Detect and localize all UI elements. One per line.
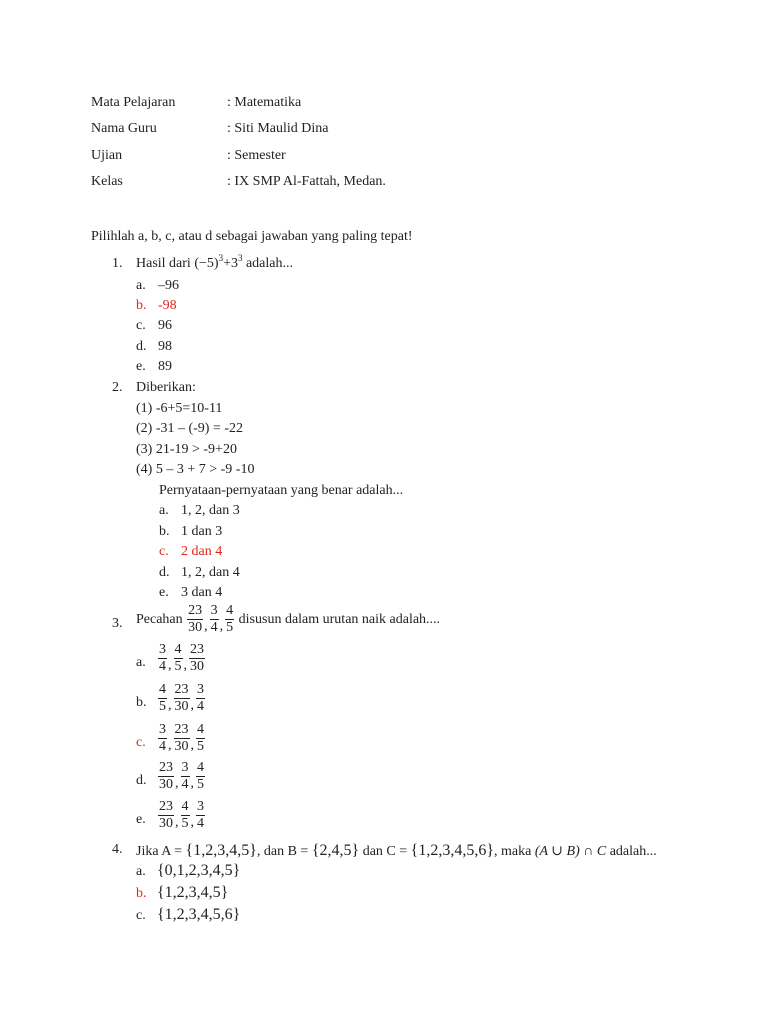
option-text: 98	[158, 339, 172, 354]
statement: (1) -6+5=10-11	[136, 401, 223, 416]
denominator: 30	[174, 699, 189, 715]
denominator: 5	[159, 699, 166, 715]
header-value-class: : IX SMP Al-Fattah, Medan.	[227, 174, 386, 189]
option-text-answer: -98	[158, 298, 177, 313]
header-value-subject: : Matematika	[227, 95, 302, 110]
option-letter: d.	[136, 773, 147, 788]
instruction-text: Pilihlah a, b, c, atau d sebagai jawaban yang paling tepat!	[91, 229, 413, 244]
q1-base: (−5)	[194, 256, 219, 271]
denominator: 5	[197, 777, 204, 793]
option-text: 96	[158, 318, 172, 333]
denominator: 30	[174, 739, 189, 755]
denominator: 4	[197, 699, 204, 715]
denominator: 30	[190, 659, 204, 675]
q1-plus: +3	[223, 256, 238, 271]
denominator: 4	[159, 659, 166, 675]
option-text: {0,1,2,3,4,5}	[157, 862, 241, 879]
option-letter: e.	[136, 812, 146, 827]
set-a: {1,2,3,4,5}	[185, 842, 257, 859]
option-fractions: $\frac{3}{4}$ , $\frac{4}{5}$ , $\frac{23}{30}$	[159, 642, 204, 675]
question-text	[136, 843, 657, 859]
numerator: 23	[174, 682, 189, 697]
question-number: 3.	[112, 616, 123, 631]
fraction	[187, 603, 203, 636]
numerator: 23	[188, 603, 203, 618]
option-letter: d.	[136, 339, 147, 354]
option-text-answer: 2 dan 4	[181, 544, 223, 559]
statement: (2) -31 – (-9) = -22	[136, 421, 244, 436]
numerator: 4	[226, 603, 234, 618]
question-text: Diberikan:	[136, 380, 196, 395]
header-value-exam: : Semester	[227, 148, 286, 163]
denominator: 30	[159, 816, 173, 832]
option-letter-answer: c.	[136, 735, 146, 750]
numerator: 23	[159, 760, 173, 775]
question-prompt: Pernyataan-pernyataan yang benar adalah...	[159, 483, 404, 498]
denominator: 5	[197, 739, 204, 755]
denominator: 5	[181, 816, 189, 832]
q4-part: Jika A =	[136, 844, 183, 859]
header-label-exam: Ujian	[91, 148, 123, 163]
numerator: 3	[210, 603, 218, 618]
header-label-subject: Mata Pelajaran	[91, 95, 176, 110]
option-letter-answer: b.	[136, 886, 147, 901]
denominator: 30	[188, 620, 203, 636]
q1-exp2: 3	[237, 253, 243, 263]
numerator: 23	[159, 799, 173, 814]
option-letter: a.	[136, 864, 146, 879]
option-text: {1,2,3,4,5}	[157, 884, 229, 901]
option-letter: e.	[159, 585, 169, 600]
option-text: {1,2,3,4,5,6}	[157, 906, 241, 923]
header-label-teacher: Nama Guru	[91, 121, 157, 136]
question-text: Pecahan $\frac{23}{30}$ , $\frac{3}{4}$ , $\frac{4}{5}$ disusun dalam urutan naik adalah....	[136, 603, 441, 636]
numerator: 3	[197, 682, 204, 697]
option-fractions: $\frac{4}{5}$ , $\frac{23}{30}$ , $\frac{3}{4}$	[159, 682, 204, 715]
q1-exp1: 3	[218, 253, 224, 263]
fraction	[210, 603, 219, 636]
q3-post: disusun dalam urutan naik adalah....	[238, 611, 441, 627]
numerator: 4	[197, 760, 204, 775]
denominator: 4	[181, 777, 189, 793]
header-label-class: Kelas	[91, 174, 123, 189]
numerator: 4	[197, 722, 204, 737]
option-text: 1, 2, dan 4	[181, 565, 240, 580]
q4-part: , maka	[494, 844, 532, 859]
statement: (3) 21-19 > -9+20	[136, 442, 237, 457]
set-b: {2,4,5}	[311, 842, 360, 859]
option-text: –96	[158, 278, 179, 293]
option-text: 3 dan 4	[181, 585, 223, 600]
option-letter-answer: c.	[159, 544, 169, 559]
set-expression: (A ∪ B) ∩ C	[534, 844, 607, 859]
denominator: 4	[210, 620, 218, 636]
set-c: {1,2,3,4,5,6}	[410, 842, 494, 859]
option-letter: b.	[136, 695, 147, 710]
numerator: 23	[174, 722, 189, 737]
option-letter: e.	[136, 359, 146, 374]
option-letter: a.	[136, 655, 146, 670]
option-letter: c.	[136, 908, 146, 923]
denominator: 4	[159, 739, 166, 755]
denominator: 30	[159, 777, 173, 793]
denominator: 5	[226, 620, 234, 636]
option-fractions: $\frac{23}{30}$ , $\frac{4}{5}$ , $\frac{3}{4}$	[159, 799, 204, 832]
option-letter: b.	[159, 524, 170, 539]
q4-part: adalah...	[609, 844, 657, 859]
q1-pre: Hasil dari	[136, 256, 191, 271]
option-letter-answer: b.	[136, 298, 147, 313]
question-number: 1.	[112, 256, 123, 271]
fraction	[225, 603, 234, 636]
q4-part: dan C =	[362, 844, 408, 859]
option-letter: a.	[159, 503, 169, 518]
question-number: 2.	[112, 380, 123, 395]
option-text: 89	[158, 359, 172, 374]
q4-part: , dan B =	[256, 844, 309, 859]
denominator: 4	[197, 816, 204, 832]
numerator: 3	[159, 642, 166, 657]
option-fractions: $\frac{23}{30}$ , $\frac{3}{4}$ , $\frac{4}{5}$	[159, 760, 204, 793]
statement: (4) 5 – 3 + 7 > -9 -10	[136, 462, 255, 477]
option-text: 1 dan 3	[181, 524, 223, 539]
numerator: 3	[181, 760, 189, 775]
numerator: 4	[181, 799, 189, 814]
q1-post: adalah...	[245, 256, 293, 271]
numerator: 3	[159, 722, 166, 737]
question-text	[136, 253, 293, 271]
numerator: 4	[174, 642, 182, 657]
numerator: 3	[197, 799, 204, 814]
option-letter: a.	[136, 278, 146, 293]
header-value-teacher: : Siti Maulid Dina	[227, 121, 329, 136]
question-number: 4.	[112, 842, 123, 857]
option-letter: d.	[159, 565, 170, 580]
numerator: 23	[190, 642, 204, 657]
option-fractions: $\frac{3}{4}$ , $\frac{23}{30}$ , $\frac{4}{5}$	[159, 722, 204, 755]
denominator: 5	[174, 659, 182, 675]
q3-pre: Pecahan	[136, 611, 183, 627]
option-letter: c.	[136, 318, 146, 333]
option-text: 1, 2, dan 3	[181, 503, 240, 518]
numerator: 4	[159, 682, 166, 697]
